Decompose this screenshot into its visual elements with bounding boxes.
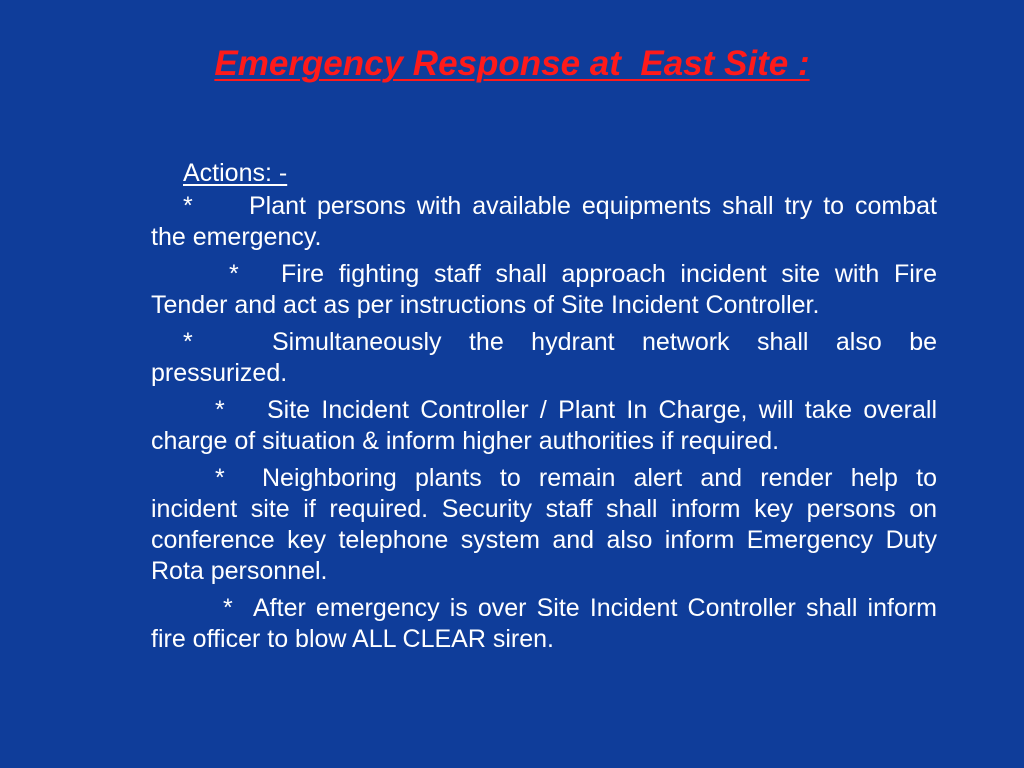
action-item-5 <box>151 463 937 587</box>
bullet-star: * <box>229 260 239 288</box>
action-item-text: Simultaneously the hydrant network shall also be pressurized. <box>151 328 937 387</box>
bullet-star: * <box>215 464 225 492</box>
action-item-3 <box>151 327 937 389</box>
action-item-2 <box>151 259 937 321</box>
bullet-star: * <box>215 396 225 424</box>
bullet-star: * <box>183 192 193 220</box>
action-item-6 <box>151 593 937 655</box>
action-item-text: Fire fighting staff shall approach incident site with Fire Tender and act as per instructions of Site Incident Controller. <box>151 260 937 319</box>
action-item-1 <box>151 191 937 253</box>
action-item-text: After emergency is over Site Incident Controller shall inform fire officer to blow ALL CLEAR siren. <box>151 594 937 653</box>
slide-body <box>151 158 937 661</box>
bullet-star: * <box>223 594 233 622</box>
action-item-text: Neighboring plants to remain alert and render help to incident site if required. Security staff shall inform key persons on conference key telephone system and also inform Emergency Duty Rota personnel. <box>151 464 937 585</box>
action-item-4 <box>151 395 937 457</box>
slide-title: Emergency Response at East Site : <box>214 44 810 83</box>
bullet-star: * <box>183 328 193 356</box>
action-item-text: Site Incident Controller / Plant In Charge, will take overall charge of situation & inform higher authorities if required. <box>151 396 937 455</box>
actions-heading: Actions: - <box>183 159 288 187</box>
action-item-text: Plant persons with available equipments shall try to combat the emergency. <box>151 192 937 251</box>
